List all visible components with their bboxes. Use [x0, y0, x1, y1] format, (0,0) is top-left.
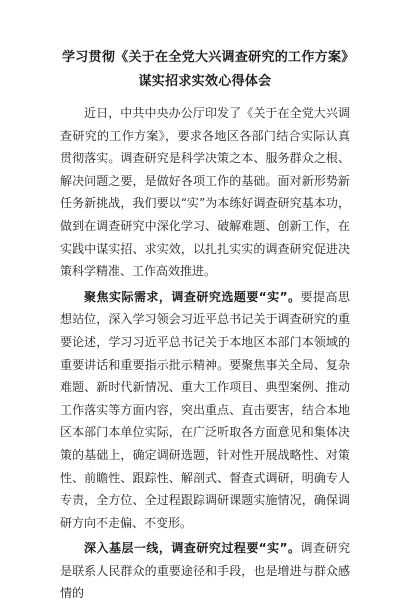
paragraph-intro [60, 102, 350, 283]
paragraph-lead: 聚焦实际需求，调查研究选题要“实”。 [84, 289, 301, 304]
paragraph-body: 近日，中共中央办公厅印发了《关于在全党大兴调查研究的工作方案》，要求各地区各部门结合实际认真贯彻落实。调查研究是科学决策之本、服务群众之根、解决问题之要，是做好各项工作的基础。面对新形势新任务新挑战，我们要以“实”为本练好调查研究基本功，做到在调查研究中深化学习、破解难题、创新工作，在实践中谋实招、求实效，以扎扎实实的调查研究促进决策科学精准、工作高效推进。 [60, 106, 350, 279]
paragraph-body: 调查研究是联系人民群众的重要途径和手段，也是增进与群众感情的 [60, 541, 350, 601]
paragraph-lead: 深入基层一线，调查研究过程要“实”。 [84, 541, 301, 556]
document-title: 学习贯彻《关于在全党大兴调查研究的工作方案》谋实招求实效心得体会 [61, 50, 349, 89]
paragraph-research-process [60, 537, 350, 605]
paragraph-topic-selection [60, 286, 350, 535]
paragraph-body: 要提高思想站位，深入学习领会习近平总书记关于调查研究的重要论述，学习习近平总书记关于本地区本部门本领域的重要讲话和重要指示批示精神。要聚焦事关全局、复杂难题、新时代新情况、重大工作项目、典型案例、推动工作落实等方面内容，突出重点、直击要害，结合本地区本部门本单位实际，在广泛听取各方面意见和集体决策的基础上，确定调研选题，针对性开展战略性、对策性、前瞻性、跟踪性、解剖式、督查式调研，明确专人专责，全方位、全过程跟踪调研课题实施情况，确保调研方向不走偏、不变形。 [60, 289, 350, 530]
